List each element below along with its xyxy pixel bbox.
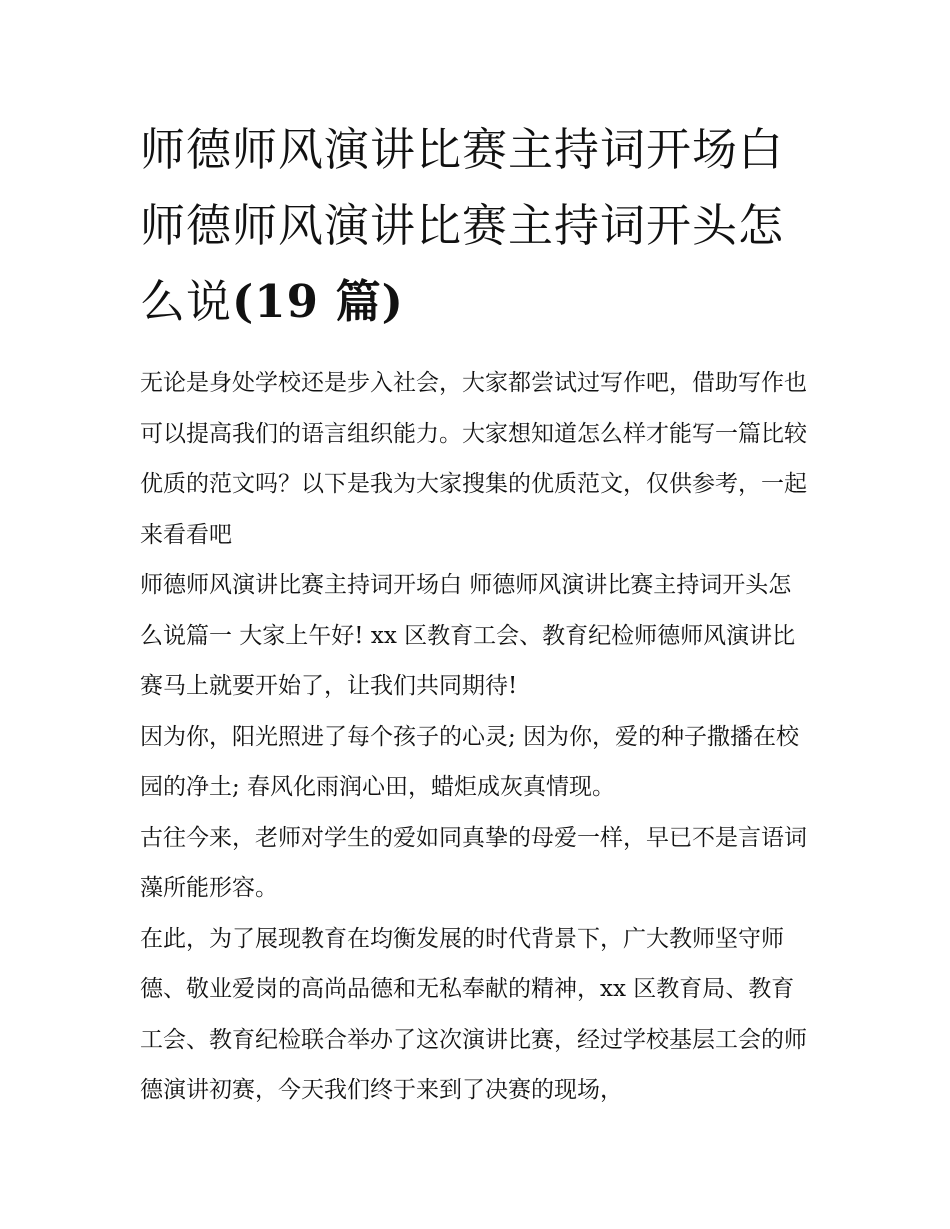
body-paragraph: 古往今来，老师对学生的爱如同真挚的母爱一样，早已不是言语词藻所能形容。 <box>140 824 807 901</box>
intro-paragraph: 无论是身处学校还是步入社会，大家都尝试过写作吧，借助写作也可以提高我们的语言组织能力。大家想知道怎么样才能写一篇比较优质的范文吗？以下是我为大家搜集的优质范文，仅供参考，一起来看看吧 <box>140 370 807 548</box>
document-page <box>140 112 812 1116</box>
document-title <box>140 112 812 340</box>
body-paragraph: 在此，为了展现教育在均衡发展的时代背景下，广大教师坚守师德、敬业爱岗的高尚品德和无私奉献的精神，xx 区教育局、教育工会、教育纪检联合举办了这次演讲比赛，经过学校基层工会的师德演讲初赛，今天我们终于来到了决赛的现场， <box>140 925 807 1103</box>
body-paragraph: 师德师风演讲比赛主持词开场白 师德师风演讲比赛主持词开头怎么说篇一 大家上午好! xx 区教育工会、教育纪检师德师风演讲比赛马上就要开始了，让我们共同期待! <box>140 572 796 699</box>
title-count: (19 篇) <box>232 275 404 328</box>
body-paragraph: 因为你，阳光照进了每个孩子的心灵; 因为你，爱的种子撒播在校园的净土; 春风化雨润心田，蜡炬成灰真情现。 <box>140 723 800 800</box>
title-text: 师德师风演讲比赛主持词开场白 师德师风演讲比赛主持词开头怎么说 <box>140 123 785 328</box>
